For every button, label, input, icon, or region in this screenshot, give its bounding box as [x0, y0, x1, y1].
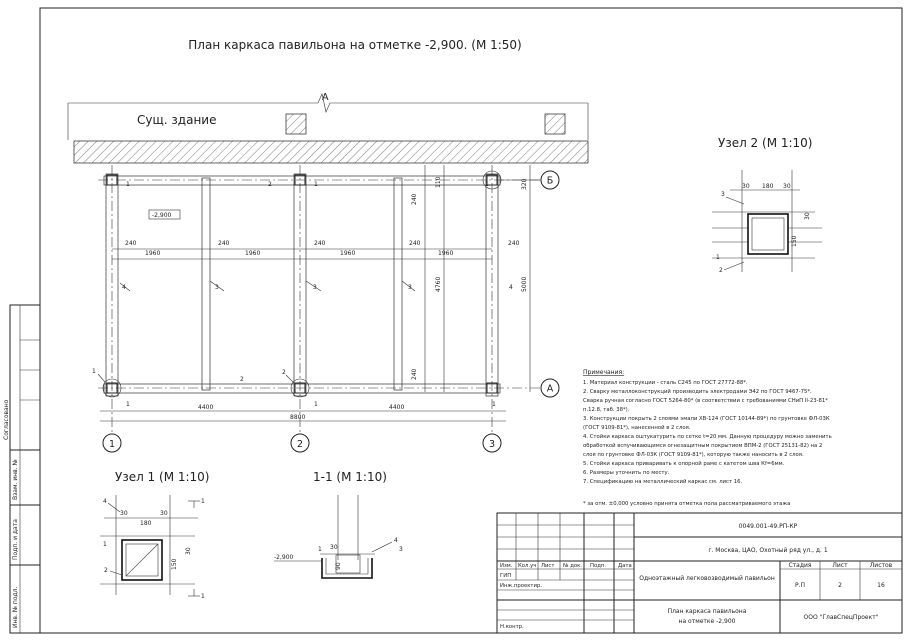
list-header: Лист: [832, 562, 848, 569]
listov-value: 16: [877, 582, 885, 589]
dim-320: 320: [521, 178, 528, 190]
section-mark-a: А: [322, 92, 329, 103]
node1-dim-30b: 30: [160, 510, 168, 517]
notes-heading: Примечания:: [583, 369, 625, 376]
node1-mark-4: 4: [103, 498, 107, 505]
dim-1960-4: 1960: [438, 250, 454, 257]
mark-3-a: 3: [215, 284, 219, 291]
header-izm: Изм.: [500, 563, 513, 569]
dim-5000: 5000: [521, 276, 528, 292]
role-nkontr: Н.контр.: [500, 624, 524, 630]
section-mark-3: 3: [399, 546, 403, 553]
stadia-header: Стадия: [788, 562, 812, 569]
node2-mark-1: 1: [716, 254, 720, 261]
node2-dim-30b: 30: [783, 183, 791, 190]
note-line: (ГОСТ 9109-81*), нанесенной в 2 слоя.: [583, 425, 691, 431]
dim-4760: 4760: [435, 276, 442, 292]
note-line: слоя по грунтовке ФЛ-03К (ГОСТ 9109-81*), которую также наносить в 2 слоя.: [583, 452, 804, 458]
stamp-podp-data: Подп. и дата: [12, 519, 19, 560]
dim-240-3: 240: [314, 240, 326, 247]
section-1-1: [274, 470, 403, 578]
node-2-detail: [712, 136, 822, 274]
dim-4400-a: 4400: [198, 404, 214, 411]
mark-1-top-right: 1: [485, 181, 489, 188]
note-line: 2. Сварку металлоконструкций производить электродами Э42 по ГОСТ 9467-75*.: [583, 389, 812, 395]
note-line: 5. Стойки каркаса приваривать к опорной раме с катетом шва Кf=6мм.: [583, 461, 785, 467]
node2-mark-3: 3: [721, 191, 725, 198]
mark-4: 4: [122, 284, 126, 291]
note-line: 4. Стойки каркаса оштукатурить по сетке t=20 мм. Данную процедуру можно заменить: [583, 434, 832, 440]
node2-dim-150: 150: [791, 235, 798, 247]
mark-1-bottom-right: 1: [492, 401, 496, 408]
dim-240-5: 240: [508, 240, 520, 247]
note-line: 6. Размеры уточнить по месту.: [583, 470, 670, 476]
dim-240-2: 240: [218, 240, 230, 247]
header-data: Дата: [618, 563, 632, 569]
dim-110: 110: [435, 176, 442, 188]
axis-letter-a: А: [546, 383, 554, 395]
list-value: 2: [838, 582, 842, 589]
mark-4-right: 4: [509, 284, 513, 291]
dim-8800: 8800: [290, 414, 306, 421]
mark-2-node: 2: [282, 369, 286, 376]
existing-building-label: Сущ. здание: [137, 113, 217, 127]
header-n-dok: № док.: [563, 563, 582, 569]
node1-dim-30c: 30: [185, 547, 192, 555]
notes-block: [583, 369, 832, 507]
node2-dim-30c: 30: [804, 212, 811, 220]
node1-dim-180: 180: [140, 520, 152, 527]
title-block: [497, 513, 902, 633]
note-line: 1. Материал конструкции - сталь С245 по ГОСТ 27772-88*.: [583, 380, 748, 386]
axis-letter-b: Б: [546, 175, 554, 187]
section-mark-4: 4: [394, 537, 398, 544]
mark-1-bottom-mid: 1: [314, 401, 318, 408]
axis-number-2: 2: [296, 439, 304, 450]
role-gip: ГИП: [500, 573, 512, 579]
node-1-title: Узел 1 (М 1:10): [115, 470, 210, 484]
listov-header: Листов: [869, 562, 893, 569]
node1-dim-30a: 30: [120, 510, 128, 517]
level-tag: -2,900: [152, 212, 172, 219]
mark-1-bottom: 1: [126, 401, 130, 408]
sheet-frame: [40, 8, 902, 633]
left-stamp: [3, 305, 40, 633]
frame-plan: [92, 165, 559, 452]
section-dim-90: 90: [335, 562, 342, 570]
object-name: Одноэтажный легковозводимый павильон: [639, 575, 775, 582]
stamp-inv-podl: Инв. № подл.: [12, 586, 19, 628]
dim-240-top-a: 240: [411, 193, 418, 205]
node-2-title: Узел 2 (М 1:10): [718, 136, 813, 150]
axis-number-3: 3: [488, 439, 496, 450]
header-kol-uch: Кол.уч: [518, 563, 537, 569]
section-mark-1: 1: [318, 546, 322, 553]
company-name: ООО "ГлавСпецПроект": [803, 614, 879, 621]
header-list: Лист: [541, 563, 555, 569]
title-code: 0049.001-49.РП-КР: [738, 523, 798, 530]
dim-1960-2: 1960: [245, 250, 261, 257]
stadia-value: Р.П: [794, 582, 806, 589]
note-line: п.12.8, таб. 38*).: [583, 407, 630, 413]
axis-number-1: 1: [108, 439, 116, 450]
node2-dim-180: 180: [762, 183, 774, 190]
drawing-title: План каркаса павильона на отметке -2,900. (М 1:50): [188, 38, 522, 52]
section-dim-30: 30: [330, 544, 338, 551]
notes-footnote: * за отм. ±0,000 условно принята отметка пола рассматриваемого этажа: [583, 501, 791, 507]
node1-cut-bottom: 1: [201, 593, 205, 600]
header-podp: Подп.: [590, 563, 607, 569]
node2-mark-2: 2: [719, 267, 723, 274]
stamp-soglasovano: Согласовано: [3, 399, 10, 440]
dim-240-1: 240: [125, 240, 137, 247]
mark-2-bottom: 2: [240, 376, 244, 383]
node2-dim-30a: 30: [742, 183, 750, 190]
mark-1-top: 1: [126, 181, 130, 188]
role-inzh: Инж.проектир.: [500, 583, 542, 589]
dim-1960-3: 1960: [340, 250, 356, 257]
title-address: г. Москва, ЦАО, Охотный ряд ул., д. 1: [708, 547, 828, 554]
note-line: 3. Конструкции покрыть 2 слоями эмали ХВ-124 (ГОСТ 10144-89*) по грунтовке ФЛ-03К: [583, 416, 830, 422]
section-title: 1-1 (М 1:10): [313, 470, 387, 484]
node1-dim-150: 150: [171, 558, 178, 570]
mark-3-b: 3: [313, 284, 317, 291]
node1-cut-top: 1: [201, 498, 205, 505]
note-line: Сварка ручная согласно ГОСТ 5264-80* (в соответствии с требованиями СНиП II-23-81*: [583, 398, 828, 404]
dim-240-top-b: 240: [411, 368, 418, 380]
node1-mark-1: 1: [103, 541, 107, 548]
mark-2-top: 2: [268, 181, 272, 188]
dim-240-4: 240: [409, 240, 421, 247]
node1-mark-2: 2: [104, 567, 108, 574]
node-1-detail: [100, 470, 210, 600]
existing-building: [68, 92, 588, 163]
mark-1-top-mid: 1: [314, 181, 318, 188]
mark-1-left: 1: [92, 368, 96, 375]
mark-3-c: 3: [408, 284, 412, 291]
section-level: -2,900: [274, 554, 294, 561]
sheet-title-1: План каркаса павильона: [667, 608, 747, 615]
stamp-vzam-inv: Взам. инв. №: [12, 459, 19, 500]
note-line: обработкой вспучивающимся огнезащитным покрытием ВПМ-2 (ГОСТ 25131-82) на 2: [583, 443, 823, 449]
note-line: 7. Спецификацию на металлический каркас см. лист 16.: [583, 479, 743, 485]
dim-1960-1: 1960: [145, 250, 161, 257]
dim-4400-b: 4400: [389, 404, 405, 411]
sheet-title-2: на отметке -2,900: [678, 618, 736, 625]
